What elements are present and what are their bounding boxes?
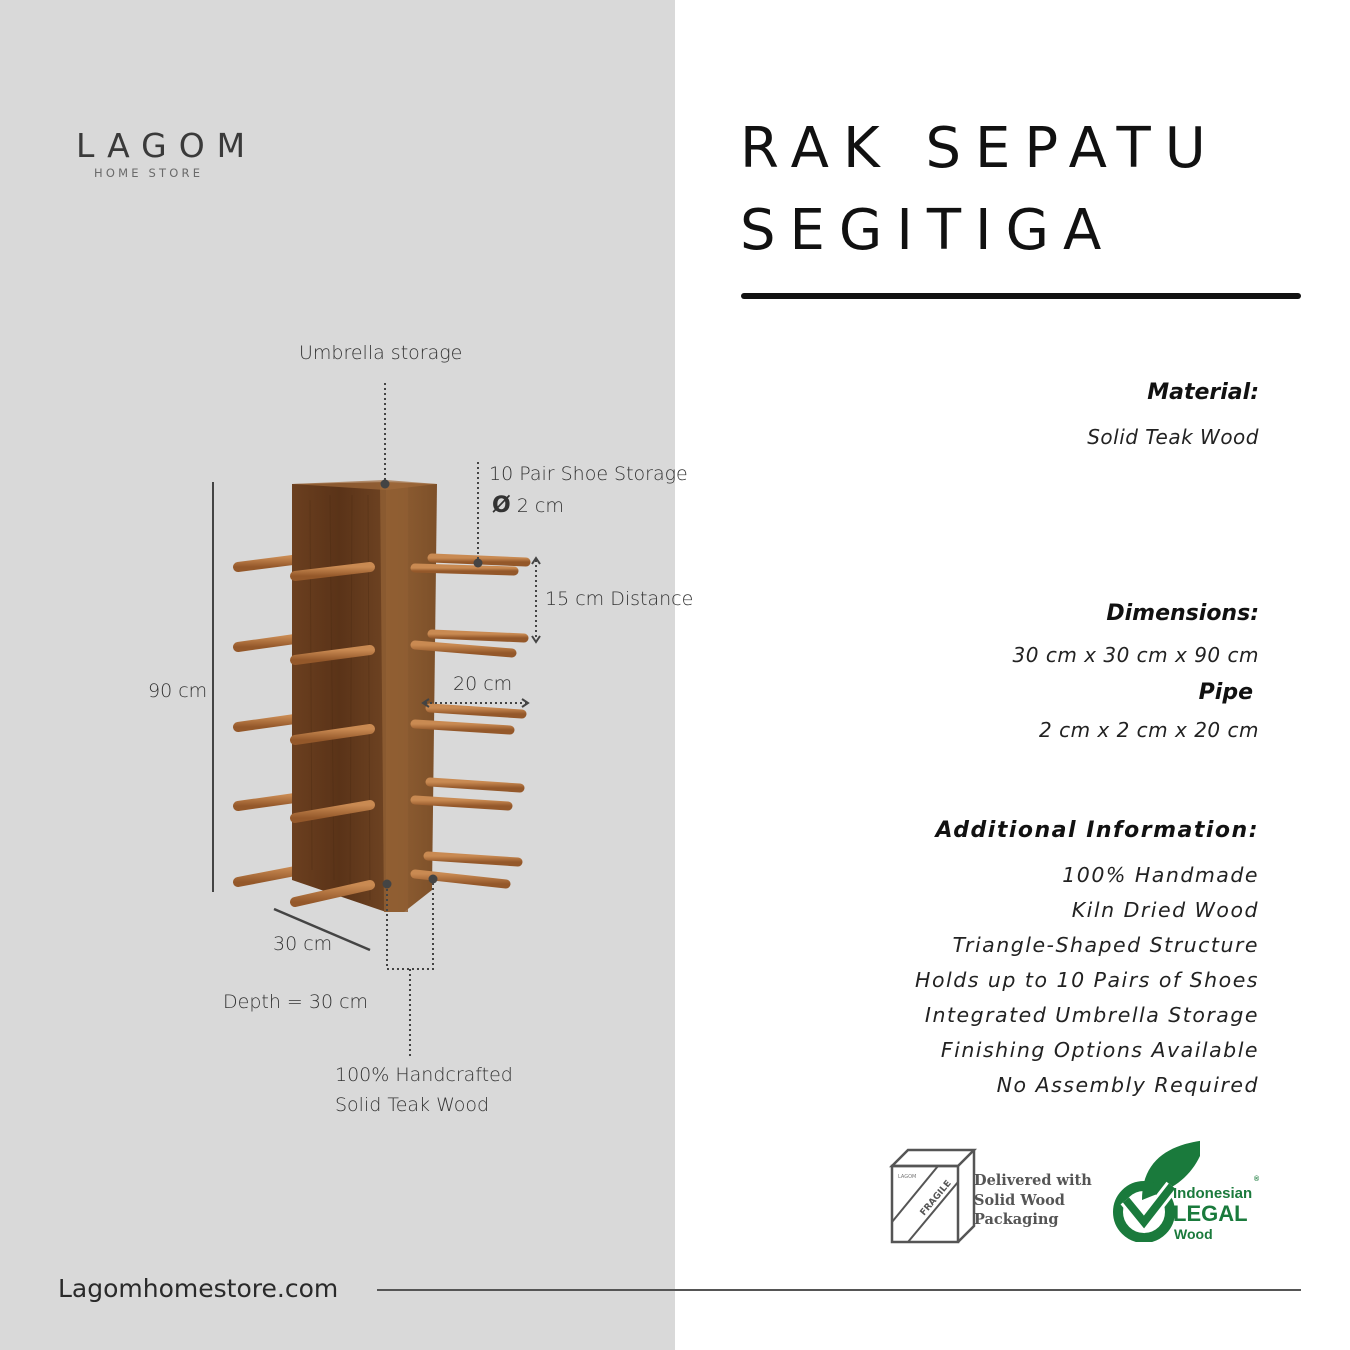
list-item: Integrated Umbrella Storage bbox=[924, 1003, 1259, 1027]
brand-logo-subtitle: HOME STORE bbox=[94, 166, 204, 180]
legal-badge-line1: Indonesian bbox=[1173, 1185, 1253, 1202]
svg-text:LAGOM: LAGOM bbox=[898, 1174, 917, 1180]
rack-left-face bbox=[292, 482, 386, 912]
brand-logo: LAGOM bbox=[76, 126, 258, 165]
pipe-value: 2 cm x 2 cm x 20 cm bbox=[1038, 718, 1259, 742]
material-value: Solid Teak Wood bbox=[1087, 425, 1259, 449]
umbrella-storage-label: Umbrella storage bbox=[299, 342, 463, 364]
list-item: Kiln Dried Wood bbox=[1071, 898, 1259, 922]
dimensions-heading: Dimensions: bbox=[1106, 601, 1259, 626]
list-item: No Assembly Required bbox=[996, 1073, 1259, 1097]
additional-info-list bbox=[915, 858, 1259, 1103]
pipe-length-label: 20 cm bbox=[453, 673, 513, 695]
packaging-badge-text: Delivered with Solid Wood Packaging bbox=[974, 1172, 1092, 1228]
title-divider bbox=[741, 293, 1301, 299]
distance-label: 15 cm Distance bbox=[545, 588, 694, 610]
shoe-storage-label: 10 Pair Shoe Storage bbox=[489, 463, 688, 485]
product-title: RAK SEPATU SEGITIGA bbox=[740, 116, 1220, 263]
footer-divider bbox=[377, 1289, 1301, 1291]
list-item: Triangle-Shaped Structure bbox=[952, 933, 1259, 957]
depth-label: Depth = 30 cm bbox=[223, 991, 369, 1013]
legal-badge-line3: Wood bbox=[1174, 1226, 1213, 1242]
dimensions-value: 30 cm x 30 cm x 90 cm bbox=[1012, 643, 1259, 667]
packaging-box-icon bbox=[888, 1146, 978, 1246]
width-label: 30 cm bbox=[273, 933, 333, 955]
additional-info-heading: Additional Information: bbox=[935, 818, 1259, 843]
diameter-icon: Ø bbox=[492, 493, 511, 518]
material-heading: Material: bbox=[1147, 380, 1259, 405]
legal-registered-mark: ® bbox=[1254, 1176, 1260, 1183]
list-item: Holds up to 10 Pairs of Shoes bbox=[915, 968, 1259, 992]
svg-text:FRAGILE: FRAGILE bbox=[918, 1178, 954, 1218]
list-item: 100% Handmade bbox=[1062, 863, 1259, 887]
pipe-heading: Pipe bbox=[1198, 680, 1253, 705]
website-link[interactable]: Lagomhomestore.com bbox=[58, 1274, 339, 1303]
handcrafted-label: 100% Handcrafted Solid Teak Wood bbox=[335, 1064, 513, 1116]
legal-badge-line2: LEGAL bbox=[1173, 1201, 1248, 1226]
list-item: Finishing Options Available bbox=[940, 1038, 1259, 1062]
pipe-diameter-label: Ø 2 cm bbox=[492, 493, 564, 518]
height-label: 90 cm bbox=[148, 680, 208, 702]
